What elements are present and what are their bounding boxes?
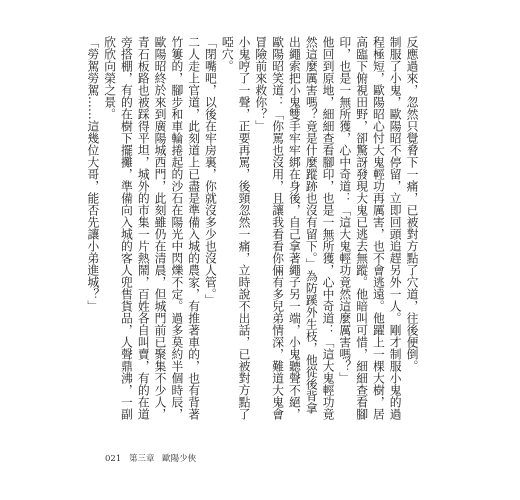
paragraph: 「閉嘴吧，以後在牢房裏，你就沒多少也沒人管。」 <box>203 36 218 307</box>
page-footer <box>105 452 201 464</box>
paragraph: 他回到原地，細細查看腳印，也是一無所獲，心中奇道：「這大鬼輕功竟然這麼厲害嗎？竟是什麼蹤跡也沒有留下。」為防蹊外生枝，他從後背拿出繩索把小鬼雙手牢牢綁在身後，自己拿著繩子另一端，小鬼聽聲不絕，歐陽昭笑道：「你罵也沒用，且讓我看看你倆有多兒弟情深，難道大鬼會冒險前來救你？」 <box>253 36 336 420</box>
chapter-title: 歐陽少俠 <box>162 454 197 464</box>
chapter-number: 第三章 <box>128 454 155 464</box>
paragraph: 「勞駕勞駕……這幾位大哥，能否先讓小弟進城？」 <box>85 36 100 312</box>
page-number: 021 <box>105 454 122 464</box>
paragraph: 小鬼哼了一聲，正要再罵，後頸忽然一痛，立時說不出話，已被對方點了啞穴。 <box>220 36 252 420</box>
vertical-text-body <box>85 36 420 424</box>
paragraph: 反應過來，忽然只覺脅下一痛，已被對方點了穴道，往後便倒。 <box>405 36 419 372</box>
paragraph: 制服了小鬼，歐陽昭不停留，立即回頭追趕另外一人。剛才制服小鬼的過程極短，歐陽昭心忖大鬼輕功再厲害，也不會逃遠。他躍上一棵大樹，居高臨下俯視田野，卻驚訝發現大鬼已逃去無蹤。他暗叫可惜，細細查看腳印，也是一無所獲，心中奇道：「這大鬼輕功竟然這麼厲害嗎？」 <box>337 36 403 420</box>
paragraph: 二人走上官道，此刻道上已盡是準備入城的農家，有推著車的，也有背著竹簍的，腳步和車輪捲起的沙石在陽光中閃爍不定。過多莫約半個時辰，歐陽昭終於來到廣陽城西門，此刻雖仍在清晨，但城門前已聚集不少人，青石板路也被踩得平坦，城外的市集一片熱鬧，百姓各自叫賣，有的在道旁搭棚，有的在樹下擺攤，準備向入城的客人兜售貨品，人聲鼎沸，一副欣欣向榮之景。 <box>102 36 201 420</box>
